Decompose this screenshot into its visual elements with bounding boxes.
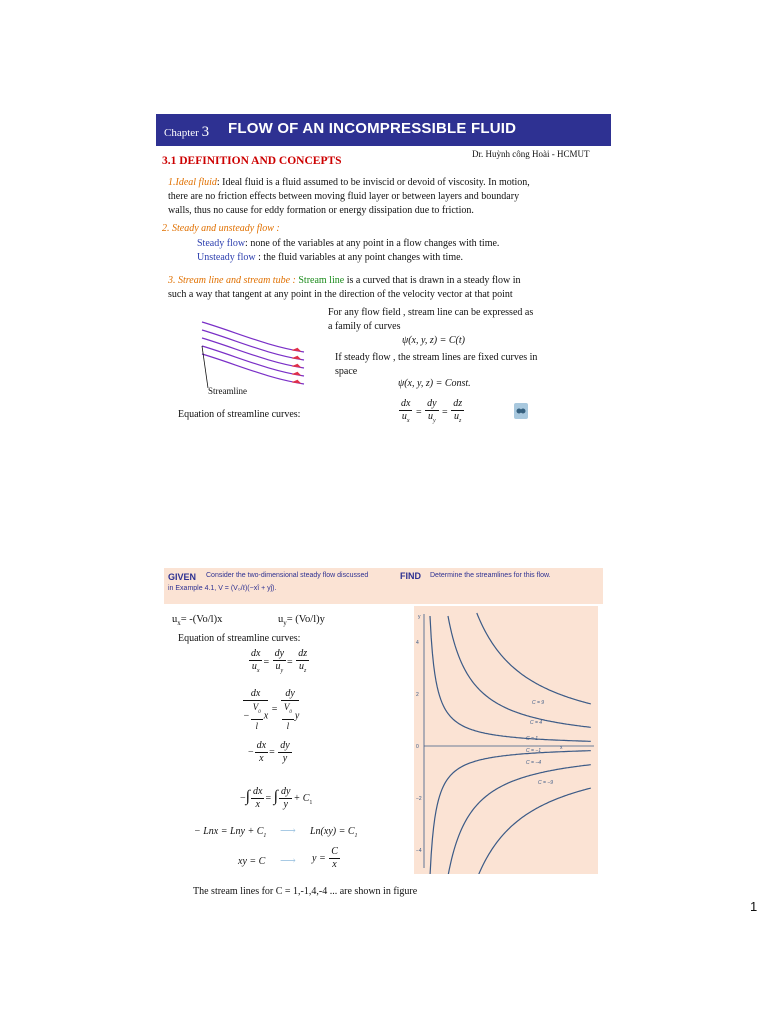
- eq-den-u: u: [427, 411, 433, 422]
- steady-flow-heading: [162, 222, 280, 236]
- eq2-v: V: [252, 702, 259, 712]
- chapter-title: FLOW OF AN INCOMPRESSIBLE FLUID: [228, 120, 517, 137]
- arrow-icon: ⟶: [280, 855, 296, 867]
- eq1-dz: dz: [298, 648, 308, 659]
- eq-num-dz: dz: [453, 398, 463, 409]
- y-tick-label: −4: [416, 848, 422, 854]
- log-eq-2: [310, 826, 358, 839]
- given-text2: in Example 4.1, V = (V₀/ℓ)(−xî + yĵ).: [168, 585, 277, 592]
- eq-sub-y: y: [432, 418, 436, 424]
- chapter-banner: [156, 114, 611, 146]
- eq3-dy: dy: [280, 740, 290, 751]
- plot-svg: [414, 606, 598, 874]
- curve-label: C = 4: [530, 720, 543, 726]
- eq3-minus: −: [248, 746, 254, 758]
- flow-field-line2: a family of curves: [328, 321, 401, 332]
- eq2-v02: 0: [289, 709, 292, 715]
- eq3-dx: dx: [256, 740, 267, 751]
- streamline-equation: $\frac{dx}{u_x}$ = $\frac{dy}{u_y}$ = $\frac{dz}{u_z}$: [401, 398, 463, 424]
- streamline-pointer: [202, 346, 208, 388]
- log-eq-1: [194, 826, 266, 839]
- curve-label: C = 1: [526, 736, 539, 742]
- arrow-icon: ⟶: [280, 825, 296, 837]
- eq4-minus: −: [240, 792, 246, 804]
- example-eq-label: Equation of streamline curves:: [178, 633, 301, 644]
- eq-num-dx: dx: [401, 398, 411, 409]
- find-label: FIND: [400, 571, 421, 581]
- log1-sub: 1: [263, 833, 267, 839]
- streamline-curve: [430, 751, 591, 874]
- given-find-bar: [164, 568, 603, 604]
- example-eq-4: −∫ $\frac{dx}{x}$ = ∫ $\frac{dy}{y}$ + $C_1$: [240, 786, 313, 810]
- eq4-rhs: + C: [293, 792, 310, 804]
- eq1-sz: z: [303, 668, 307, 674]
- section-title: 3.1 DEFINITION AND CONCEPTS: [162, 155, 342, 167]
- example-eq-1: $\frac{dx}{u_x}$ = $\frac{dy}{u_y}$ = $\frac{dz}{u_z}$: [251, 648, 308, 674]
- chapter-label: Chapter 3: [164, 124, 210, 140]
- author: Dr. Huỳnh công Hoài - HCMUT: [472, 149, 590, 159]
- eq1-u3: u: [298, 661, 304, 672]
- eq-den-u: u: [453, 411, 459, 422]
- uy-symbol: u: [278, 614, 284, 625]
- eq1-sx: x: [256, 668, 260, 674]
- eq-sub-z: z: [458, 418, 462, 424]
- log1: − Lnx = Lny + C: [194, 826, 264, 837]
- eq2-x: x: [263, 710, 269, 722]
- ux-expression: [172, 613, 222, 630]
- sound-icon[interactable]: [514, 403, 528, 419]
- streamline-curve: [430, 616, 591, 741]
- y-tick-label: 0: [416, 744, 419, 750]
- eq2-l: l: [255, 720, 258, 731]
- unsteady-flow-def: [197, 251, 463, 265]
- eq3-y: y: [282, 753, 288, 764]
- steady-space-line1: If steady flow , the stream lines are fixed curves in: [335, 352, 538, 363]
- eq2-dx: dx: [243, 688, 268, 701]
- eq1-dy: dy: [274, 648, 285, 659]
- curve-label: C = −4: [526, 760, 542, 766]
- stream-line-label: 3. Stream line and stream tube :: [168, 275, 296, 286]
- streamline-curve: [477, 788, 591, 874]
- given-label: GIVEN: [168, 572, 197, 582]
- stream-line-line1: is a curved that is drawn in a steady flow in: [344, 275, 521, 286]
- uy-sub: y: [283, 619, 287, 628]
- given-text: Consider the two-dimensional steady flow discussed: [206, 572, 369, 579]
- eq4-x: x: [255, 799, 260, 810]
- find-text: Determine the streamlines for this flow.: [430, 572, 551, 579]
- example-eq-3: − $\frac{dx}{x}$ = $\frac{dy}{y}$: [248, 740, 290, 764]
- stream-line-term: Stream line: [298, 275, 345, 286]
- eq3-x: x: [259, 753, 264, 764]
- log2-sub: 1: [354, 833, 358, 839]
- curve-label: C = −1: [526, 748, 542, 754]
- log2: Ln(xy) = C: [310, 826, 355, 837]
- solution-eq: [312, 846, 341, 871]
- steady-term: Steady flow: [197, 238, 246, 249]
- eq2-l2: l: [286, 720, 290, 731]
- eq2-v2: V: [283, 702, 290, 712]
- ideal-fluid-label: 1.Ideal fluid: [168, 177, 217, 188]
- eq1-u2: u: [275, 661, 281, 672]
- sol-den: x: [332, 859, 337, 870]
- steady-heading-label: 2. Steady and unsteady flow :: [162, 223, 280, 234]
- eq2-dy: dy: [281, 688, 299, 701]
- steady-space-text: [335, 351, 537, 379]
- steady-space-line2: space: [335, 366, 358, 377]
- sol-num: C: [331, 846, 338, 857]
- uy-expression: [278, 613, 325, 630]
- streamline-caption: Streamline: [208, 386, 247, 396]
- eq4-c1: 1: [309, 799, 313, 806]
- figure-caption: The stream lines for C = 1,-1,4,-4 ... are shown in figure: [193, 886, 418, 897]
- streamline-eq-label: Equation of streamline curves:: [178, 409, 301, 420]
- eq1-dx: dx: [251, 648, 261, 659]
- curve-label: C = 9: [532, 700, 545, 706]
- y-tick-label: 4: [416, 640, 419, 646]
- eq4-dy: dy: [281, 786, 291, 797]
- stream-line-paragraph: [168, 274, 608, 302]
- x-axis-label: x: [560, 745, 563, 751]
- y-axis-label: y: [418, 614, 421, 620]
- curve-label: C = −9: [538, 780, 554, 786]
- streamline-plot: [414, 606, 598, 874]
- eq4-dx: dx: [253, 786, 263, 797]
- ideal-fluid-paragraph: [168, 176, 608, 218]
- eq-sub-x: x: [406, 418, 410, 424]
- steady-def: : none of the variables at any point in a flow changes with time.: [245, 238, 500, 249]
- ideal-fluid-line1: : Ideal fluid is a fluid assumed to be inviscid or devoid of viscosity. In motion,: [216, 177, 530, 188]
- streamline-curve: [477, 613, 591, 704]
- ideal-fluid-line2: there are no friction effects between moving fluid layer or between layers and boundary: [168, 191, 520, 202]
- ux-rhs: = -(Vo/l)x: [180, 614, 223, 625]
- flow-field-line1: For any flow field , stream line can be expressed as: [328, 307, 534, 318]
- sol-lhs: y =: [312, 852, 326, 864]
- eq2-minus: −: [243, 710, 250, 722]
- streamline-curve: [202, 354, 304, 384]
- prod-eq: xy = C: [238, 856, 266, 867]
- eq2-y: y: [294, 710, 300, 722]
- y-tick-label: −2: [416, 796, 422, 802]
- ux-sub: x: [177, 619, 181, 628]
- eq-const: ψ(x, y, z) = Const.: [398, 378, 471, 389]
- uy-rhs: = (Vo/l)y: [286, 614, 325, 625]
- unsteady-term: Unsteady flow: [197, 252, 256, 263]
- eq-den-u: u: [401, 411, 407, 422]
- stream-line-line2: such a way that tangent at any point in the direction of the velocity vector at that point: [168, 289, 513, 300]
- unsteady-def: : the fluid variables at any point changes with time.: [255, 252, 464, 263]
- eq1-sy: y: [280, 668, 284, 674]
- eq4-y: y: [283, 799, 288, 810]
- eq1-u: u: [251, 661, 257, 672]
- ux-symbol: u: [172, 614, 178, 625]
- flow-field-text: [328, 306, 533, 334]
- example-eq-2: dx − $\frac{V_0}{l}$ x = dy $\frac{V_0}{l}$ y: [243, 688, 300, 731]
- eq-num-dy: dy: [427, 398, 437, 409]
- page-number: 1: [750, 899, 758, 914]
- eq-family: ψ(x, y, z) = C(t): [402, 335, 465, 346]
- eq2-v0: 0: [258, 709, 261, 715]
- steady-flow-def: [197, 237, 499, 251]
- y-tick-label: 2: [416, 692, 419, 698]
- ideal-fluid-line3: walls, thus no cause for eddy formation or energy dissipation due to friction.: [168, 205, 474, 216]
